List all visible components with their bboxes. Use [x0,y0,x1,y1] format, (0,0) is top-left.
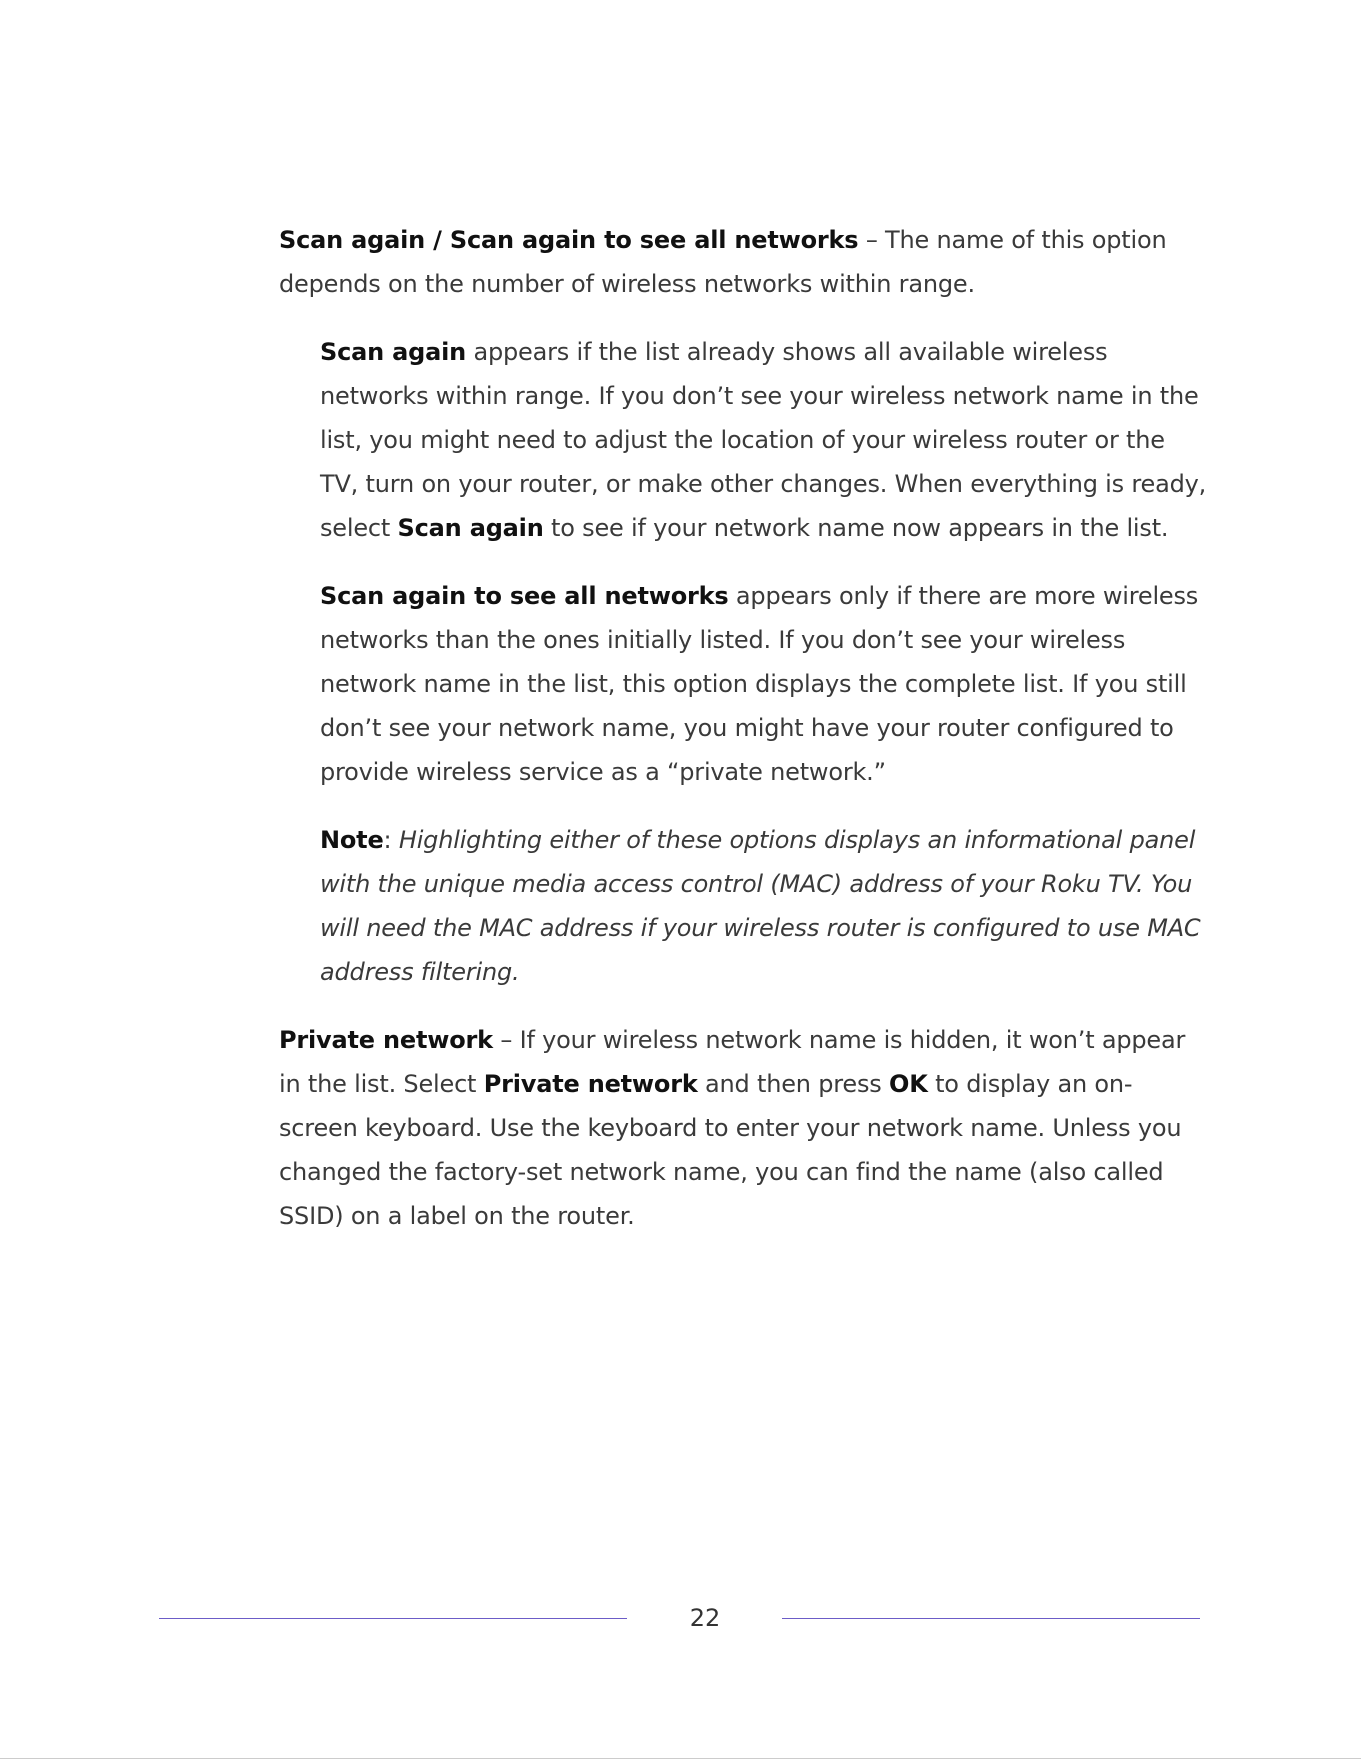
paragraph-text: appears if the list already shows all available wireless networks within range. If you don’t see your wireless network name in the list, you might need to adjust the location of your wireless router or the TV, turn on your router, or make other changes. When everything is ready, select [320,338,1207,542]
page-bottom-edge [0,1758,1361,1759]
term-scan-again: Scan again [320,338,467,366]
paragraph-scan-all-networks [320,574,1209,794]
footer-rule-left [159,1618,627,1619]
term-scan-all-networks: Scan again to see all networks [320,582,729,610]
term-private-network: Private network [279,1026,493,1054]
term-scan-again-inline: Scan again [397,514,544,542]
paragraph-scan-again [320,330,1209,550]
paragraph-note [320,818,1209,994]
paragraph-scan-options [279,218,1209,306]
paragraph-text: and then press [697,1070,890,1098]
note-separator: : [383,826,399,854]
paragraph-text: – If your wireless network name is hidden, it won’t appear in the list. Select [279,1026,1186,1098]
document-body [279,218,1209,1262]
term-note: Note [320,826,384,854]
term-scan-options: Scan again / Scan again to see all networks [279,226,859,254]
term-private-network-inline: Private network [483,1070,698,1098]
paragraph-private-network [279,1018,1209,1238]
footer-rule-right [782,1618,1200,1619]
paragraph-text: to see if your network name now appears in the list. [543,514,1169,542]
page-number: 22 [689,1604,721,1632]
note-text: Highlighting either of these options displays an informational panel with the unique media access control (MAC) address of your Roku TV. You will need the MAC address if your wireless router is configured to use MAC address filtering. [320,826,1201,986]
term-ok: OK [889,1070,928,1098]
paragraph-text: appears only if there are more wireless networks than the ones initially listed. If you don’t see your wireless network name in the list, this option displays the complete list. If you still don’t see your network name, you might have your router configured to provide wireless service as a “private network.” [320,582,1199,786]
paragraph-text: – The name of this option depends on the number of wireless networks within range. [279,226,1167,298]
paragraph-text: to display an on-screen keyboard. Use the keyboard to enter your network name. Unless you changed the factory-set network name, you can find the name (also called SSID) on a label on the router. [279,1070,1182,1230]
page-footer [0,1598,1361,1638]
